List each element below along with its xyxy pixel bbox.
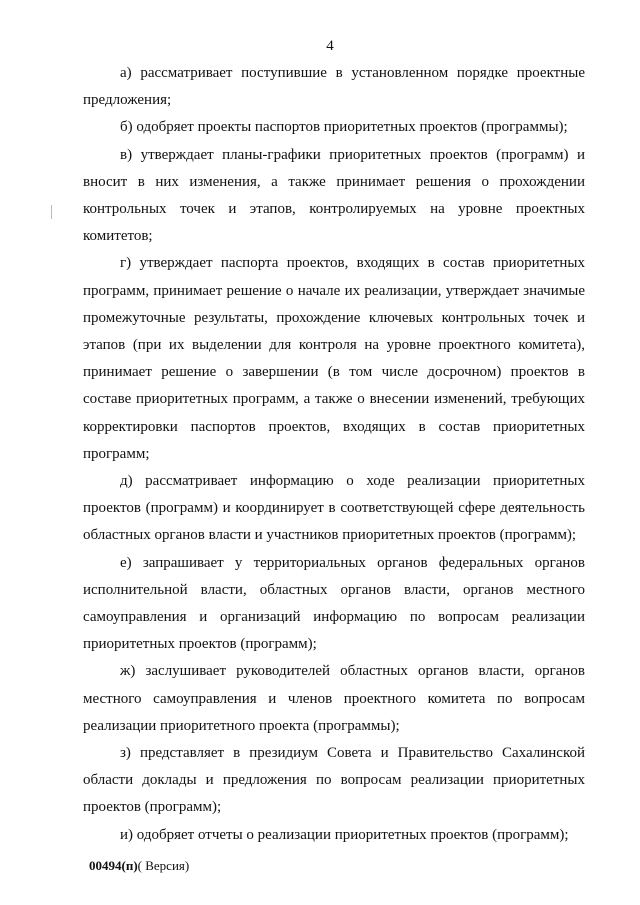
paragraph-a: а) рассматривает поступившие в установленном порядке проектные предложения; xyxy=(83,65,585,109)
paragraph-d: д) рассматривает информацию о ходе реализации приоритетных проектов (программ) и координирует в соответствующей сфере деятельность областных органов власти и участников приоритетных проектов (программ); xyxy=(83,473,585,544)
paragraph-e: е) запрашивает у территориальных органов федеральных органов исполнительной власти, областных органов власти, органов местного самоуправления и организаций информацию по вопросам реализации приоритетных проектов (программ); xyxy=(83,554,585,653)
margin-mark xyxy=(51,205,52,219)
paragraph-zh: ж) заслушивает руководителей областных органов власти, органов местного самоуправления и членов проектного комитета по вопросам реализации приоритетного проекта (программы); xyxy=(83,663,585,734)
paragraph-v: в) утверждает планы-графики приоритетных проектов (программ) и вносит в них изменения, а также принимает решения о прохождении контрольных точек и этапов, контролируемых на уровне проектных комитетов; xyxy=(83,146,585,245)
document-version: ( Версия) xyxy=(137,858,190,873)
paragraph-i: и) одобряет отчеты о реализации приоритетных проектов (программ); xyxy=(120,826,569,843)
document-code: 00494(п) xyxy=(89,858,138,873)
document-footer xyxy=(89,858,189,874)
paragraph-b: б) одобряет проекты паспортов приоритетных проектов (программы); xyxy=(120,119,568,136)
document-body xyxy=(83,60,585,849)
paragraph-g: г) утверждает паспорта проектов, входящих в состав приоритетных программ, принимает решение о начале их реализации, утверждает значимые промежуточные результаты, прохождение ключевых контрольных точек и этапов (при их выделении для контроля на уровне проектного комитета), принимает решение о завершении (в том числе досрочном) проектов в составе приоритетных программ, а также о внесении изменений, требующих корректировки паспортов проектов, входящих в состав приоритетных программ; xyxy=(83,255,585,462)
paragraph-z: з) представляет в президиум Совета и Правительство Сахалинской области доклады и предложения по вопросам реализации приоритетных проектов (программ); xyxy=(83,745,585,816)
page-number: 4 xyxy=(326,38,334,54)
